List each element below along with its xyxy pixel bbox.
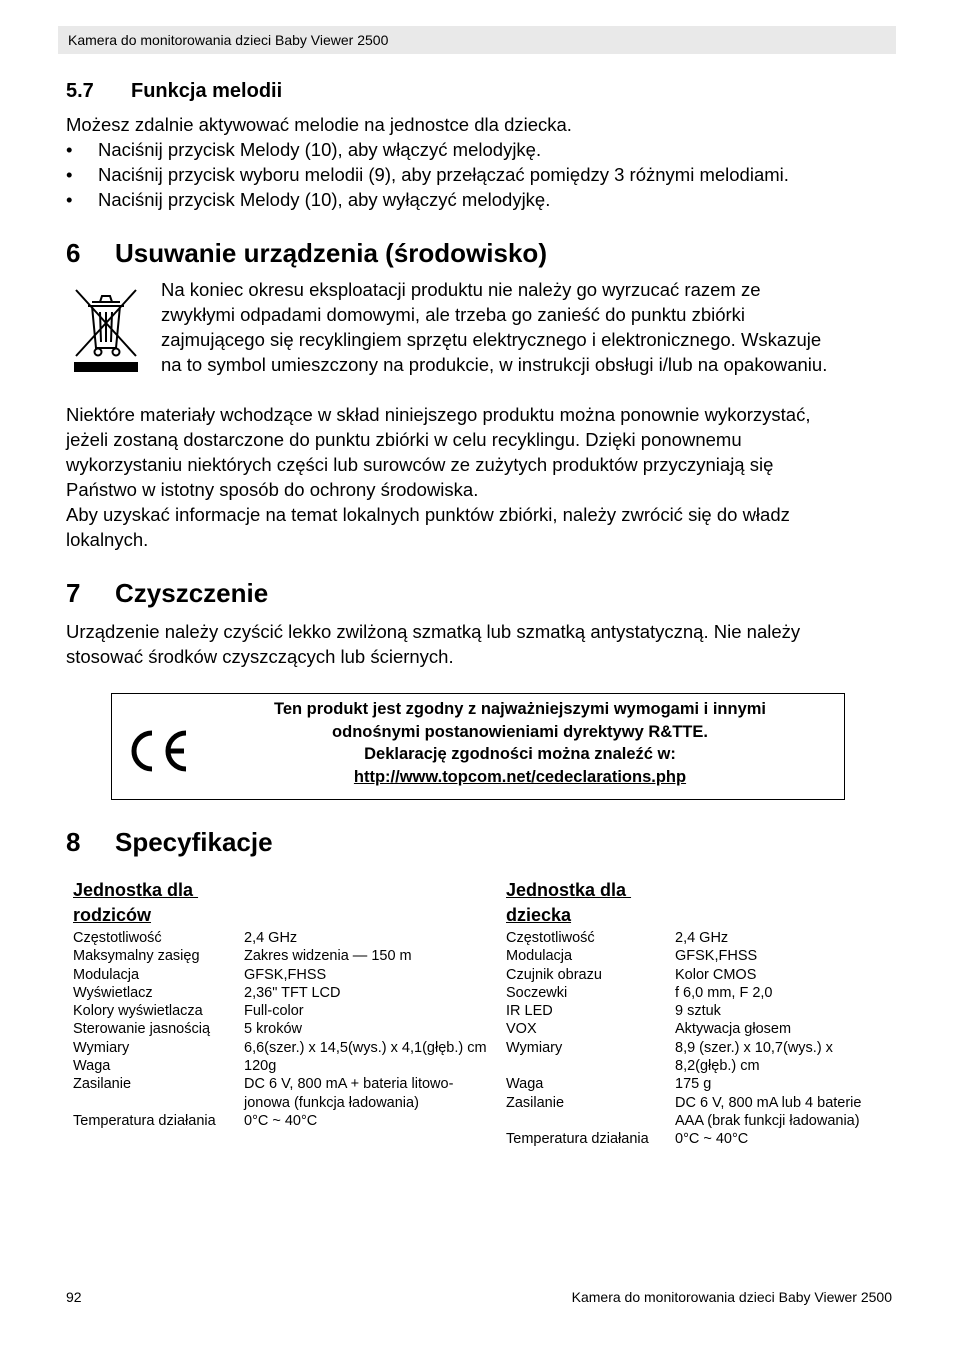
bullet-icon: • — [66, 164, 73, 185]
bullet-icon: • — [66, 189, 73, 210]
footer-title: Kamera do monitorowania dzieci Baby Viewer 2500 — [571, 1289, 892, 1305]
spec-value: Kolor CMOS — [675, 966, 757, 983]
spec-value: GFSK,FHSS — [675, 948, 758, 965]
spec-label: Czujnik obrazu — [506, 966, 602, 983]
spec-label: Waga — [73, 1058, 111, 1075]
cleaning-paragraph: Urządzenie należy czyścić lekko zwilżoną szmatką lub szmatką antystatyczną. Nie należy stosować środków czyszczących lub ściernych. — [66, 621, 801, 667]
baby-spec-table — [506, 929, 890, 1149]
table-row — [73, 1039, 493, 1057]
section-number: 8 — [66, 827, 81, 857]
spec-value: 0°C ~ 40°C — [244, 1112, 318, 1129]
spec-value: GFSK,FHSS — [244, 966, 327, 983]
spec-value: 175 g — [675, 1076, 712, 1093]
spec-label: Modulacja — [73, 966, 140, 983]
table-row — [73, 1002, 493, 1020]
parent-spec-table — [73, 929, 493, 1130]
spec-value: 2,4 GHz — [675, 930, 729, 946]
list-item: • Naciśnij przycisk Melody (10), aby włączyć melodyjkę. — [66, 139, 542, 160]
spec-value: f 6,0 mm, F 2,0 — [675, 984, 773, 1001]
spec-value: 9 sztuk — [675, 1003, 721, 1020]
table-row — [73, 966, 493, 984]
parent-unit-heading: Jednostka dla rodziców — [73, 880, 199, 925]
table-row — [506, 929, 890, 947]
table-row — [73, 947, 493, 965]
table-row — [506, 1002, 890, 1020]
section-title: Specyfikacje — [115, 827, 273, 857]
spec-value: 2,36" TFT LCD — [244, 984, 341, 1001]
list-item: • Naciśnij przycisk wyboru melodii (9), aby przełączać pomiędzy 3 różnymi melodiami. — [66, 164, 789, 185]
spec-label: Częstotliwość — [506, 930, 595, 946]
table-row — [506, 966, 890, 984]
disposal-symbol-text: Na koniec okresu eksploatacji produktu nie należy go wyrzucać razem ze zwykłymi odpadami domowymi, ale trzeba go zanieść do punktu zbiórki zajmującego się recyklingiem sprzętu elektrycznego i elektronicznego. Wskazuje na to symbol umieszczony na produkcie, w instrukcji obsługi i/lub na opakowaniu. — [161, 279, 828, 375]
spec-value: Full-color — [244, 1003, 304, 1020]
spec-label: Temperatura działania — [73, 1112, 216, 1129]
spec-label: Kolory wyświetlacza — [73, 1003, 203, 1020]
section-number: 5.7 — [66, 80, 94, 102]
table-row — [506, 1039, 890, 1076]
list-item: • Naciśnij przycisk Melody (10), aby wyłączyć melodyjkę. — [66, 189, 551, 210]
table-row — [506, 1020, 890, 1038]
section-number: 6 — [66, 238, 81, 268]
disposal-paragraph: Niektóre materiały wchodzące w skład niniejszego produktu można ponownie wykorzystać, jeżeli zostaną dostarczone do punktu zbiórki w celu recyklingu. Dzięki ponownemu wykorzystaniu niektórych części lub surowców ze zużytych produktów przyczyniają się Państwo w istotny sposób do ochrony środowiska. Aby uzyskać informacje na temat lokalnych punktów zbiórki, należy zwrócić się do władz lokalnych. — [66, 404, 811, 550]
ce-declaration-box — [111, 693, 845, 800]
spec-label: Modulacja — [506, 948, 573, 965]
table-row — [73, 1112, 493, 1130]
table-row — [73, 929, 493, 947]
section-title: Funkcja melodii — [131, 80, 283, 102]
page-number: 92 — [66, 1289, 82, 1305]
spec-label: Soczewki — [506, 984, 568, 1001]
spec-value: 0°C ~ 40°C — [675, 1131, 749, 1148]
spec-label: Zasilanie — [506, 1094, 565, 1111]
spec-value: 8,9 (szer.) x 10,7(wys.) x 8,2(głęb.) cm — [675, 1039, 833, 1075]
page-header — [58, 26, 896, 54]
ce-mark-icon — [124, 728, 190, 774]
section-cleaning-heading — [66, 578, 268, 609]
spec-value: 2,4 GHz — [244, 930, 298, 946]
table-row — [73, 984, 493, 1002]
section-title: Czyszczenie — [115, 578, 269, 608]
header-title: Kamera do monitorowania dzieci Baby Viewer 2500 — [68, 32, 389, 48]
spec-label: Sterowanie jasnością — [73, 1021, 211, 1038]
spec-value: DC 6 V, 800 mA + bateria litowo-jonowa (funkcja ładowania) — [244, 1076, 454, 1111]
section-melody-heading — [66, 80, 282, 103]
table-row — [506, 1094, 890, 1131]
table-row — [506, 984, 890, 1002]
baby-unit-heading: Jednostka dla dziecka — [506, 880, 632, 925]
section-disposal-heading — [66, 238, 547, 269]
spec-value: 120g — [244, 1058, 277, 1075]
table-row — [73, 1075, 493, 1112]
spec-label: Wyświetlacz — [73, 984, 153, 1001]
table-row — [506, 1075, 890, 1093]
spec-value: 5 kroków — [244, 1021, 303, 1038]
bullet-icon: • — [66, 139, 73, 160]
spec-label: Zasilanie — [73, 1076, 132, 1093]
spec-label: IR LED — [506, 1003, 553, 1020]
spec-label: Temperatura działania — [506, 1131, 649, 1148]
spec-value: Aktywacja głosem — [675, 1021, 792, 1038]
spec-label: Wymiary — [506, 1039, 563, 1056]
spec-label: Częstotliwość — [73, 930, 162, 946]
table-row — [506, 947, 890, 965]
spec-label: Waga — [506, 1076, 544, 1093]
table-row — [506, 1130, 890, 1148]
spec-value: Zakres widzenia — 150 m — [244, 948, 412, 965]
spec-label: Wymiary — [73, 1039, 130, 1056]
spec-value: DC 6 V, 800 mA lub 4 baterie AAA (brak funkcji ładowania) — [675, 1094, 862, 1129]
table-row — [73, 1057, 493, 1075]
melody-bullet-list — [66, 137, 789, 212]
spec-value: 6,6(szer.) x 14,5(wys.) x 4,1(głęb.) cm — [244, 1039, 487, 1056]
section-specs-heading — [66, 827, 273, 858]
ce-declaration-link[interactable]: http://www.topcom.net/cedeclarations.php — [353, 767, 687, 786]
section-number: 7 — [66, 578, 81, 608]
weee-crossed-bin-icon — [70, 284, 142, 376]
spec-label: Maksymalny zasięg — [73, 948, 200, 965]
ce-declaration-text: Ten produkt jest zgodny z najważniejszymi wymogami i innymi odnośnymi postanowieniami dyrektywy R&TTE. Deklarację zgodności można znaleźć w: http://www.topcom.net/cedeclarations.php — [212, 698, 828, 788]
section-title: Usuwanie urządzenia (środowisko) — [115, 238, 547, 268]
melody-intro: Możesz zdalnie aktywować melodie na jednostce dla dziecka. — [66, 114, 572, 135]
spec-label: VOX — [506, 1021, 537, 1038]
table-row — [73, 1020, 493, 1038]
